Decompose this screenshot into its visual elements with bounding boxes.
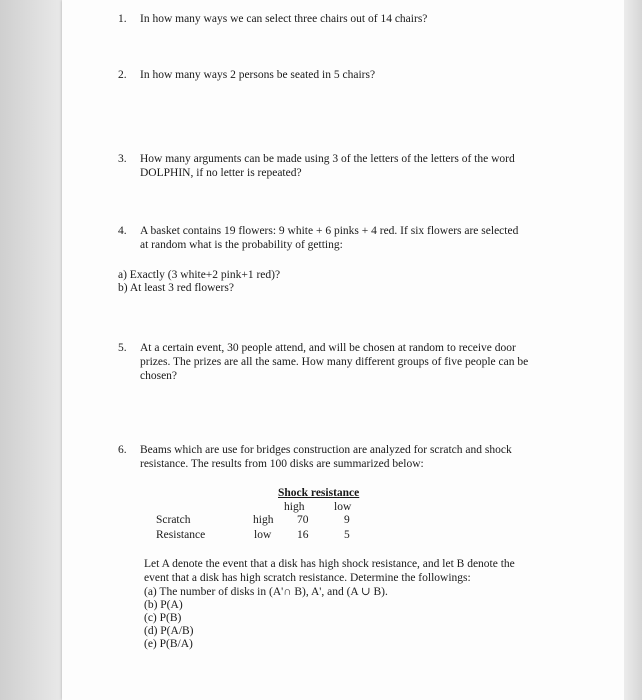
left-margin-shadow [0,0,62,700]
question-text: In how many ways we can select three chairs out of 14 chairs? [140,13,428,25]
question-number: 3. [118,153,127,165]
question-number: 5. [118,342,127,354]
row-label-resistance: Resistance [156,529,206,541]
table-title: Shock resistance [278,487,360,499]
column-header-high: high [284,501,305,513]
column-header-low: low [334,501,352,513]
part-e: (e) P(B/A) [144,638,193,650]
document-page [62,0,624,700]
question-number: 6. [118,444,127,456]
row-header-low: low [254,529,272,541]
question-number: 4. [118,225,127,237]
cell-low-low: 5 [344,529,350,541]
question-4-parts [118,269,518,295]
part-a: a) Exactly (3 white+2 pink+1 red)? [118,269,281,281]
question-text: A basket contains 19 flowers: 9 white + 6 pinks + 4 red. If six flowers are selected at random what is the probability of getting: [140,225,519,251]
question-text: In how many ways 2 persons be seated in 5 chairs? [140,69,376,81]
cell-high-low: 9 [344,514,350,526]
cell-low-high: 16 [297,529,309,541]
part-b: b) At least 3 red flowers? [118,282,234,294]
question-text: Beams which are use for bridges construction are analyzed for scratch and shock resistance. The results from 100 disks are summarized below: [140,444,512,470]
part-d: (d) P(A/B) [144,625,194,637]
part-a: (a) The number of disks in (A'∩ B), A', and (A ∪ B). [144,586,388,598]
question-6-parts [144,586,534,651]
row-label-scratch: Scratch [156,514,191,526]
part-b: (b) P(A) [144,599,183,611]
question-6-followup: Let A denote the event that a disk has high shock resistance, and let B denote the event that a disk has high scratch resistance. Determine the followings: [144,558,515,584]
question-text: At a certain event, 30 people attend, and will be chosen at random to receive door prizes. The prizes are all the same. How many different groups of five people can be chosen? [140,342,529,382]
cell-high-high: 70 [297,514,309,526]
question-text: How many arguments can be made using 3 of the letters of the letters of the word DOLPHIN, if no letter is repeated? [140,153,515,179]
row-header-high: high [253,514,274,526]
part-c: (c) P(B) [144,612,182,624]
right-margin-shadow [624,0,642,700]
question-number: 2. [118,69,127,81]
question-number: 1. [118,13,127,25]
